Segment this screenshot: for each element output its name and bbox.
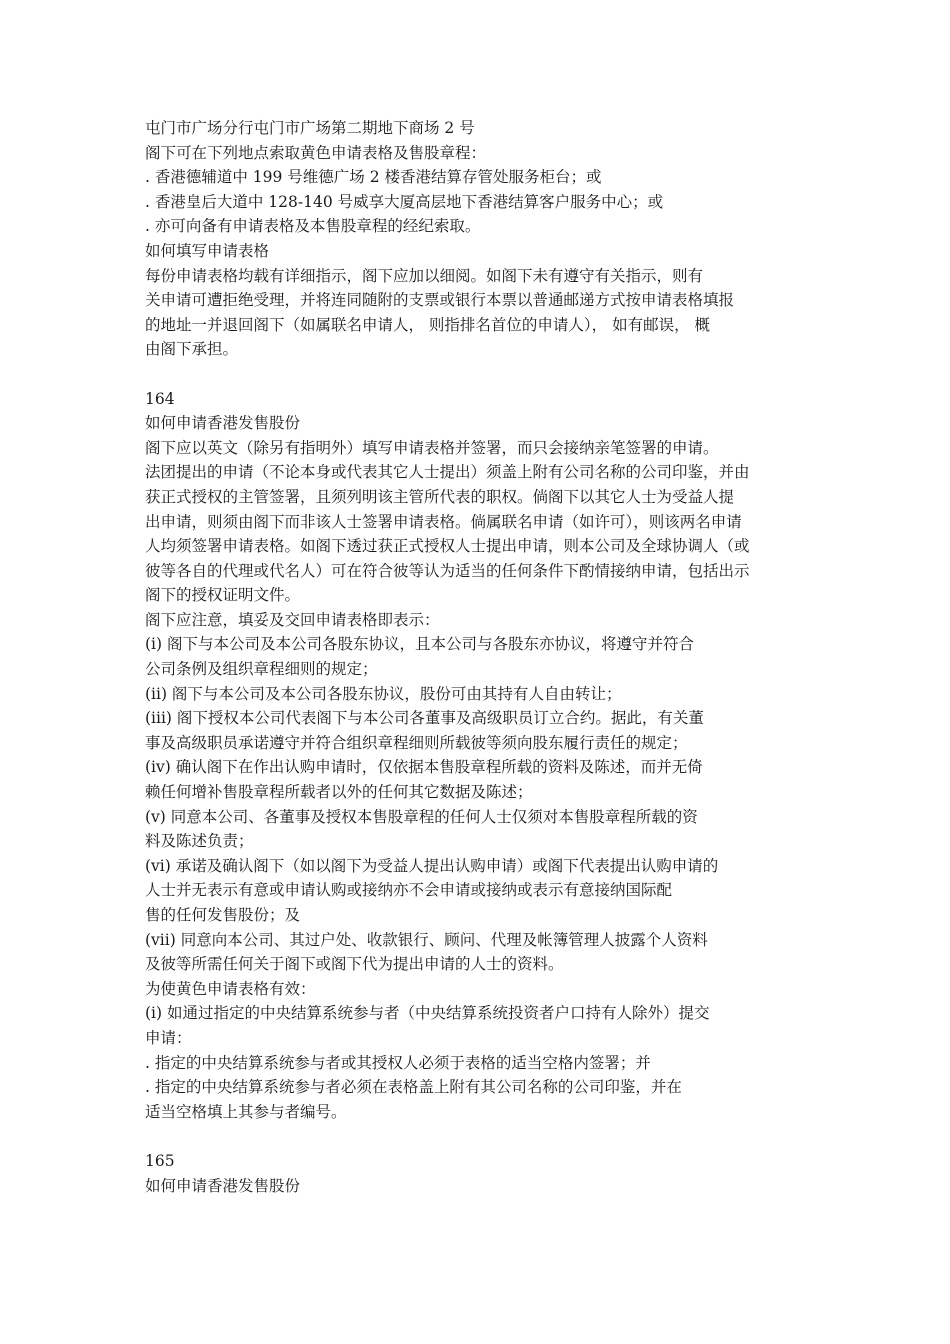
text-line: 人均须签署申请表格。如阁下透过获正式授权人士提出申请，则本公司及全球协调人（或 xyxy=(145,537,750,556)
page-header-title: 如何申请香港发售股份 xyxy=(145,1176,301,1195)
list-item-continuation: 售的任何发售股份；及 xyxy=(145,906,301,924)
list-item: (iii) 阁下授权本公司代表阁下与本公司各董事及高级职员订立合约。据此，有关董 xyxy=(145,709,704,728)
list-item-continuation: 适当空格填上其参与者编号。 xyxy=(145,1102,347,1121)
list-item-continuation: 及彼等所需任何关于阁下或阁下代为提出申请的人士的资料。 xyxy=(145,955,564,974)
paragraph-gap xyxy=(145,362,825,387)
page-number: 165 xyxy=(145,1151,175,1170)
text-line: 法团提出的申请（不论本身或代表其它人士提出）须盖上附有公司名称的公司印鉴，并由 xyxy=(145,463,750,482)
page-number: 164 xyxy=(145,389,175,408)
section-page-164 xyxy=(145,387,825,1125)
list-item-continuation: 赖任何增补售股章程所载者以外的任何其它数据及陈述； xyxy=(145,783,533,802)
section-heading: 如何填写申请表格 xyxy=(145,241,270,260)
list-item: (v) 同意本公司、各董事及授权本售股章程的任何人士仅须对本售股章程所载的资 xyxy=(145,807,698,826)
text-line: . 亦可向备有申请表格及本售股章程的经纪索取。 xyxy=(145,217,481,236)
text-line: 出申请，则须由阁下而非该人士签署申请表格。倘属联名申请（如许可），则该两名申请 xyxy=(145,512,742,531)
text-line: 屯门市广场分行屯门市广场第二期地下商场 2 号 xyxy=(145,119,475,137)
text-line: 为使黄色申请表格有效： xyxy=(145,979,316,998)
text-line: 阁下应注意，填妥及交回申请表格即表示： xyxy=(145,610,440,629)
list-item: (vii) 同意向本公司、其过户处、收款银行、顾问、代理及帐簿管理人披露个人资料 xyxy=(145,930,708,949)
text-line: . 香港德辅道中 199 号维德广场 2 楼香港结算存管处服务柜台；或 xyxy=(145,168,602,187)
page-header-title: 如何申请香港发售股份 xyxy=(145,414,301,433)
list-item: (i) 阁下与本公司及本公司各股东协议，且本公司与各股东亦协议，将遵守并符合 xyxy=(145,635,694,654)
text-line: 获正式授权的主管签署，且须列明该主管所代表的职权。倘阁下以其它人士为受益人提 xyxy=(145,487,735,506)
list-item: (i) 如通过指定的中央结算系统参与者（中央结算系统投资者户口持有人除外）提交 xyxy=(145,1004,710,1023)
list-item: . 指定的中央结算系统参与者必须在表格盖上附有其公司名称的公司印鉴，并在 xyxy=(145,1078,682,1097)
section-branch-and-locations xyxy=(145,116,825,362)
text-line: 阁下可在下列地点索取黄色申请表格及售股章程： xyxy=(145,143,487,162)
list-item-continuation: 公司条例及组织章程细则的规定； xyxy=(145,660,378,679)
text-line: 每份申请表格均载有详细指示，阁下应加以细阅。如阁下未有遵守有关指示，则有 xyxy=(145,266,704,285)
text-line: . 香港皇后大道中 128-140 号威享大厦高层地下香港结算客户服务中心；或 xyxy=(145,192,664,211)
document-body xyxy=(145,116,825,1198)
paragraph-gap xyxy=(145,1124,825,1149)
list-item-continuation: 料及陈述负责； xyxy=(145,832,254,851)
section-page-165 xyxy=(145,1149,825,1198)
list-item-continuation: 人士并无表示有意或申请认购或接纳亦不会申请或接纳或表示有意接纳国际配 xyxy=(145,881,673,900)
list-item: (ii) 阁下与本公司及本公司各股东协议，股份可由其持有人自由转让； xyxy=(145,684,622,703)
text-line: 阁下的授权证明文件。 xyxy=(145,586,301,605)
list-item: . 指定的中央结算系统参与者或其授权人必须于表格的适当空格内签署；并 xyxy=(145,1053,651,1072)
text-line: 阁下应以英文（除另有指明外）填写申请表格并签署，而只会接纳亲笔签署的申请。 xyxy=(145,438,719,457)
list-item: (vi) 承诺及确认阁下（如以阁下为受益人提出认购申请）或阁下代表提出认购申请的 xyxy=(145,856,719,875)
text-line: 关申请可遭拒绝受理，并将连同随附的支票或银行本票以普通邮递方式按申请表格填报 xyxy=(145,291,735,310)
text-line: 彼等各自的代理或代名人）可在符合彼等认为适当的任何条件下酌情接纳申请，包括出示 xyxy=(145,561,750,580)
list-item-continuation: 申请： xyxy=(145,1028,192,1047)
text-line: 的地址一并退回阁下（如属联名申请人， 则指排名首位的申请人）， 如有邮误， 概 xyxy=(145,315,711,334)
text-line: 由阁下承担。 xyxy=(145,340,239,359)
list-item: (iv) 确认阁下在作出认购申请时，仅依据本售股章程所载的资料及陈述，而并无倚 xyxy=(145,758,703,777)
list-item-continuation: 事及高级职员承诺遵守并符合组织章程细则所载彼等须向股东履行责任的规定； xyxy=(145,733,688,752)
